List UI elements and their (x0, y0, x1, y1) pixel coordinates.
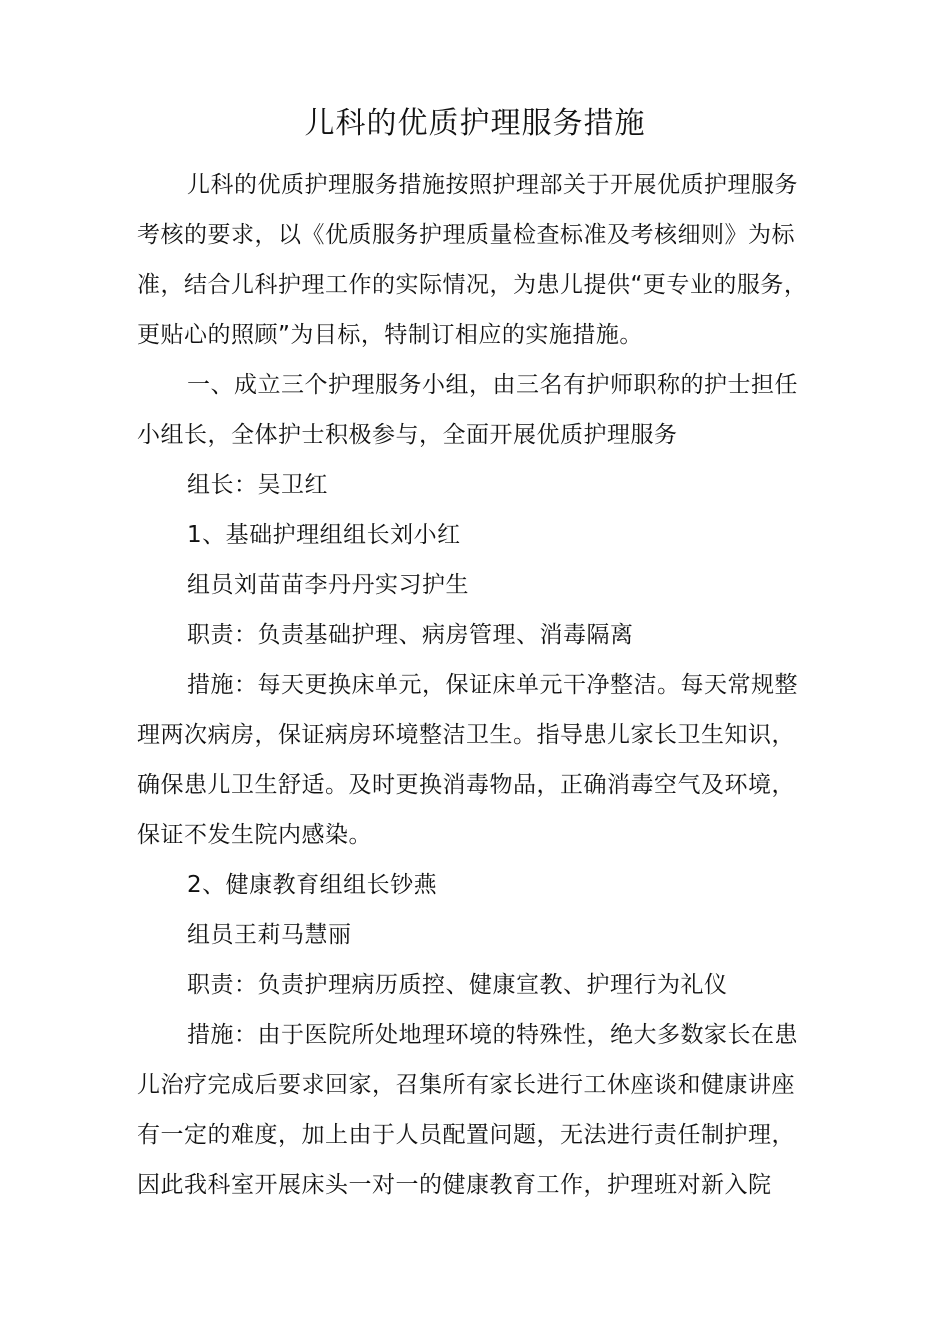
paragraph-line: 小组长，全体护士积极参与，全面开展优质护理服务 (137, 422, 678, 448)
paragraph-line: 更贴心的照顾”为目标，特制订相应的实施措施。 (137, 322, 643, 348)
paragraph-line: 组员王莉马慧丽 (187, 922, 352, 948)
paragraph-line: 1、基础护理组组长刘小红 (187, 522, 461, 548)
paragraph-line: 组长：吴卫红 (187, 472, 328, 498)
paragraph-line: 组员刘苗苗李丹丹实习护生 (187, 572, 469, 598)
paragraph-line: 确保患儿卫生舒适。及时更换消毒物品，正确消毒空气及环境， (137, 772, 795, 798)
paragraph-line: 职责：负责护理病历质控、健康宣教、护理行为礼仪 (187, 972, 728, 998)
document-body (137, 160, 837, 1210)
paragraph-line: 一、成立三个护理服务小组，由三名有护师职称的护士担任 (187, 372, 798, 398)
paragraph-line: 有一定的难度，加上由于人员配置问题，无法进行责任制护理， (137, 1122, 795, 1148)
paragraph-line: 保证不发生院内感染。 (137, 822, 372, 848)
document-title: 儿科的优质护理服务措施 (304, 106, 646, 141)
paragraph-line: 因此我科室开展床头一对一的健康教育工作，护理班对新入院 (137, 1172, 772, 1198)
paragraph-line: 儿治疗完成后要求回家，召集所有家长进行工休座谈和健康讲座 (137, 1072, 795, 1098)
paragraph-line: 准，结合儿科护理工作的实际情况，为患儿提供“更专业的服务， (137, 272, 808, 298)
paragraph-line: 理两次病房，保证病房环境整洁卫生。指导患儿家长卫生知识， (137, 722, 795, 748)
paragraph-line: 儿科的优质护理服务措施按照护理部关于开展优质护理服务 (187, 172, 798, 198)
paragraph-line: 措施：每天更换床单元，保证床单元干净整洁。每天常规整 (187, 672, 798, 698)
paragraph-line: 措施：由于医院所处地理环境的特殊性，绝大多数家长在患 (187, 1022, 798, 1048)
paragraph-line: 2、健康教育组组长钞燕 (187, 872, 438, 898)
paragraph-line: 职责：负责基础护理、病房管理、消毒隔离 (187, 622, 634, 648)
paragraph-line: 考核的要求，以《优质服务护理质量检查标准及考核细则》为标 (137, 222, 795, 248)
